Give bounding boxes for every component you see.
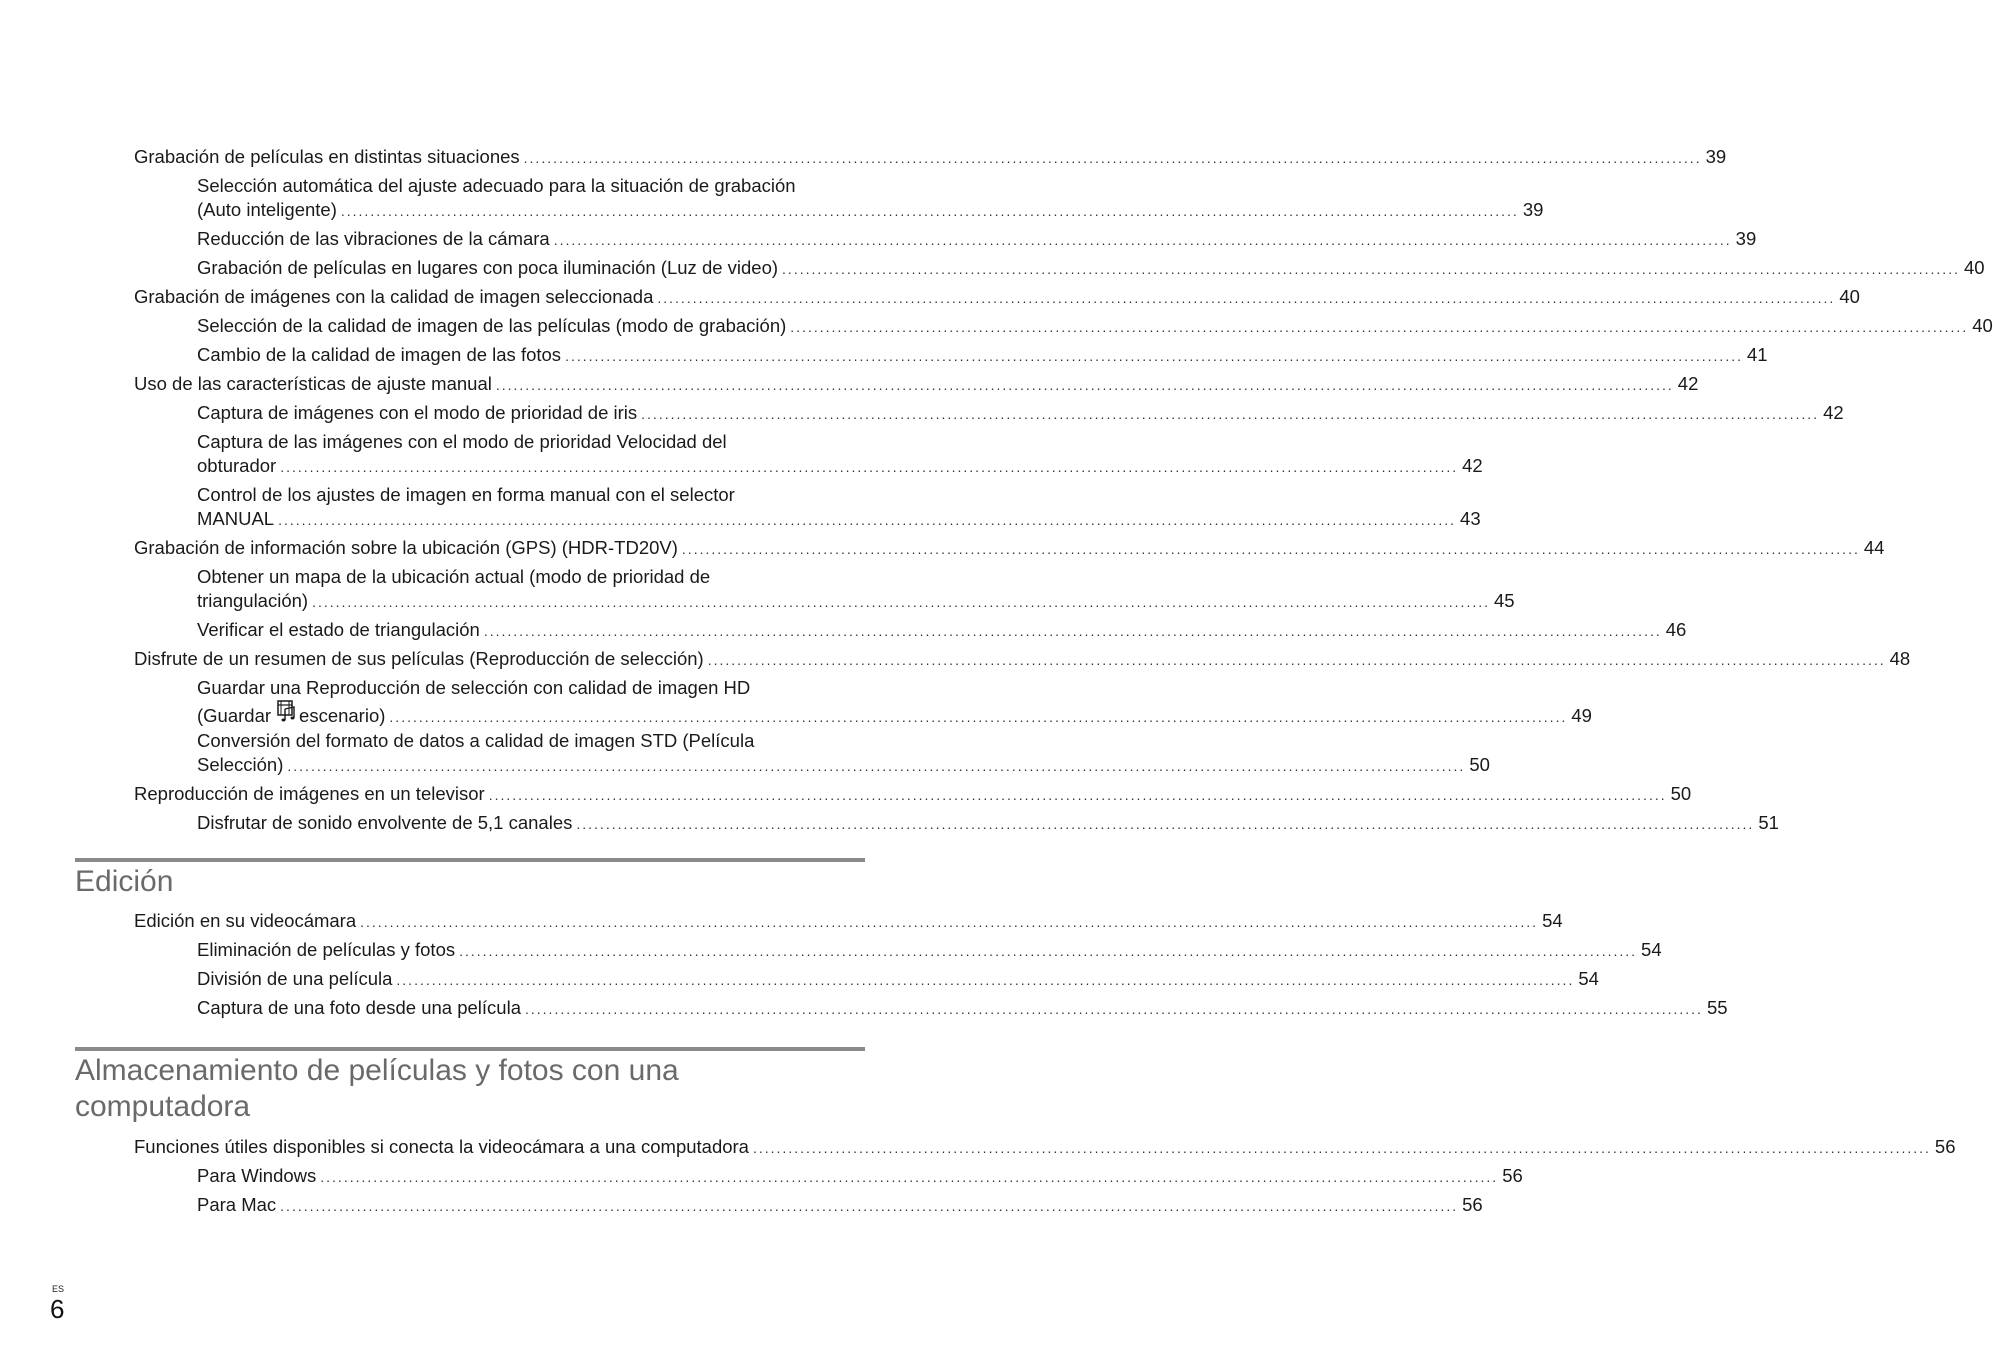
toc-leader-dots: ........................................................................................................................................................................................................ [641,406,1820,422]
toc-page-number: 56 [1462,1194,1483,1215]
toc-entry-title: Selección) [197,754,284,775]
toc-entry-line: Guardar una Reproducción de selección con calidad de imagen HD [197,677,751,698]
toc-page-number: 42 [1823,402,1844,423]
toc-page-number: 46 [1665,619,1687,640]
toc-page-number: 45 [1494,590,1515,611]
toc-subentry[interactable] [197,700,1592,726]
toc-entry-title: Para Mac [197,1194,277,1215]
toc-entry-line: Conversión del formato de datos a calidad de imagen STD (Película [197,730,755,751]
toc-page-number: 55 [1706,997,1728,1018]
toc-leader-dots: ........................................................................................................................................................................................................ [495,377,1674,393]
toc-entry-title: Selección de la calidad de imagen de las películas (modo de grabación) [197,315,787,336]
toc-entry-title: Grabación de películas en lugares con poca iluminación (Luz de video) [197,257,779,278]
toc-page-number: 50 [1670,783,1692,804]
toc-page-number: 42 [1677,373,1699,394]
toc-subentry[interactable] [197,401,1844,425]
toc-leader-dots: ........................................................................................................................................................................................................ [389,709,1568,725]
toc-page-number: 39 [1522,199,1544,220]
toc-entry-title: Reducción de las vibraciones de la cámara [197,228,550,249]
toc-entry-title: Disfrute de un resumen de sus películas (Reproducción de selección) [134,648,704,669]
footer-page-number: 6 [50,1294,65,1324]
toc-heading-entry[interactable] [134,372,1699,396]
toc-page-number: 40 [1972,315,1993,336]
section-title-almacenamiento [75,1053,679,1125]
toc-page-number: 40 [1963,257,1985,278]
toc-subentry[interactable] [197,454,1483,478]
toc-subentry[interactable] [197,198,1544,222]
toc-entry-title: (Auto inteligente) [197,199,337,220]
toc-entry-title: Uso de las características de ajuste manual [134,373,492,394]
toc-heading-entry[interactable] [134,145,1727,169]
toc-entry-title: MANUAL [197,508,275,529]
section-divider-almacenamiento [75,1047,865,1051]
toc-entry-title: Funciones útiles disponibles si conecta la videocámara a una computadora [134,1136,749,1157]
toc-page-number: 54 [1578,968,1599,989]
section-title-edicion: Edición [75,865,174,898]
toc-entry-title: División de una película [197,968,393,989]
toc-entry-line: Obtener un mapa de la ubicación actual (modo de prioridad de [197,566,711,587]
toc-leader-dots: ........................................................................................................................................................................................................ [360,914,1539,930]
toc-leader-dots: ........................................................................................................................................................................................................ [459,943,1638,959]
toc-entry-title: Grabación de imágenes con la calidad de imagen seleccionada [134,286,654,307]
toc-leader-dots: ........................................................................................................................................................................................................ [280,1198,1459,1214]
toc-page-number: 44 [1863,537,1885,558]
toc-page-number: 56 [1502,1165,1523,1186]
toc-entry-title: Verificar el estado de triangulación [197,619,480,640]
toc-leader-dots: ........................................................................................................................................................................................................ [553,232,1732,248]
toc-leader-dots: ........................................................................................................................................................................................................ [340,203,1519,219]
toc-entry-title-continued: escenario) [299,705,386,726]
toc-heading-entry[interactable] [134,909,1563,933]
toc-heading-entry[interactable] [134,1135,1956,1159]
toc-entry-title: Cambio de la calidad de imagen de las fotos [197,344,562,365]
toc-subentry[interactable] [197,1193,1483,1217]
toc-leader-dots: ........................................................................................................................................................................................................ [280,459,1459,475]
toc-leader-dots: ........................................................................................................................................................................................................ [483,623,1662,639]
toc-subentry[interactable] [197,227,1757,251]
toc-leader-dots: ........................................................................................................................................................................................................ [396,972,1575,988]
toc-leader-dots: ........................................................................................................................................................................................................ [320,1169,1499,1185]
toc-leader-dots: ........................................................................................................................................................................................................ [782,261,1960,277]
toc-subentry[interactable] [197,967,1599,991]
toc-page-number: 43 [1460,508,1481,529]
toc-page-number: 54 [1641,939,1662,960]
toc-heading-entry[interactable] [134,285,1860,309]
toc-subentry[interactable] [197,256,1985,280]
toc-entry-line: Control de los ajustes de imagen en forma manual con el selector [197,484,735,505]
toc-page-number: 40 [1839,286,1860,307]
toc-entry-line: Selección automática del ajuste adecuado para la situación de grabación [197,175,796,196]
toc-leader-dots: ........................................................................................................................................................................................................ [287,758,1466,774]
toc-leader-dots: ........................................................................................................................................................................................................ [523,150,1702,166]
toc-entry-title: Grabación de películas en distintas situaciones [134,146,520,167]
toc-page-number: 41 [1747,344,1768,365]
toc-leader-dots: ........................................................................................................................................................................................................ [752,1140,1931,1156]
toc-leader-dots: ........................................................................................................................................................................................................ [707,652,1886,668]
toc-page-number: 39 [1735,228,1757,249]
toc-leader-dots: ........................................................................................................................................................................................................ [657,290,1836,306]
toc-leader-dots: ........................................................................................................................................................................................................ [525,1001,1703,1017]
toc-entry-title: Captura de una foto desde una película [197,997,521,1018]
toc-entry-title: triangulación) [197,590,309,611]
toc-subentry[interactable] [197,1164,1523,1188]
toc-entry-title: Disfrutar de sonido envolvente de 5,1 canales [197,812,573,833]
toc-subentry[interactable] [197,811,1779,835]
toc-leader-dots: ........................................................................................................................................................................................................ [576,816,1755,832]
toc-entry-title: Eliminación de películas y fotos [197,939,456,960]
toc-subentry[interactable] [197,618,1687,642]
toc-leader-dots: ........................................................................................................................................................................................................ [278,512,1457,528]
toc-entry-title: Para Windows [197,1165,317,1186]
toc-heading-entry[interactable] [134,782,1692,806]
toc-entry-title: (Guardar [197,705,272,726]
scenario-film-icon [277,700,297,728]
toc-page-number: 48 [1889,648,1911,669]
section-divider-edicion [75,858,865,862]
footer-language-code: ES [52,1284,65,1294]
toc-page-number: 39 [1705,146,1727,167]
toc-page-number: 54 [1542,910,1563,931]
toc-entry-title: Reproducción de imágenes en un televisor [134,783,485,804]
toc-leader-dots: ........................................................................................................................................................................................................ [790,319,1969,335]
toc-page-number: 51 [1758,812,1779,833]
toc-subentry[interactable] [197,996,1728,1020]
toc-entry-title: Captura de imágenes con el modo de prioridad de iris [197,402,638,423]
section-title-line2: computadora [75,1090,251,1123]
toc-subentry[interactable] [197,753,1490,777]
toc-leader-dots: ........................................................................................................................................................................................................ [565,348,1743,364]
toc-page-number: 42 [1462,455,1483,476]
toc-page-number: 56 [1934,1136,1956,1157]
toc-leader-dots: ........................................................................................................................................................................................................ [312,594,1491,610]
toc-entry-title: Edición en su videocámara [134,910,357,931]
toc-entry-line: Captura de las imágenes con el modo de prioridad Velocidad del [197,431,727,452]
toc-subentry[interactable] [197,507,1481,531]
toc-subentry[interactable] [197,938,1662,962]
toc-entry-title: Grabación de información sobre la ubicación (GPS) (HDR-TD20V) [134,537,678,558]
toc-heading-entry[interactable] [134,647,1911,671]
toc-subentry[interactable] [197,314,1993,338]
toc-subentry[interactable] [197,343,1768,367]
toc-leader-dots: ........................................................................................................................................................................................................ [488,787,1667,803]
toc-page-number: 50 [1469,754,1490,775]
toc-subentry[interactable] [197,589,1515,613]
toc-entry-title: obturador [197,455,277,476]
section-title-line1: Almacenamiento de películas y fotos con una [75,1054,679,1087]
toc-page-number: 49 [1571,705,1592,726]
toc-heading-entry[interactable] [134,536,1885,560]
toc-leader-dots: ........................................................................................................................................................................................................ [681,541,1860,557]
